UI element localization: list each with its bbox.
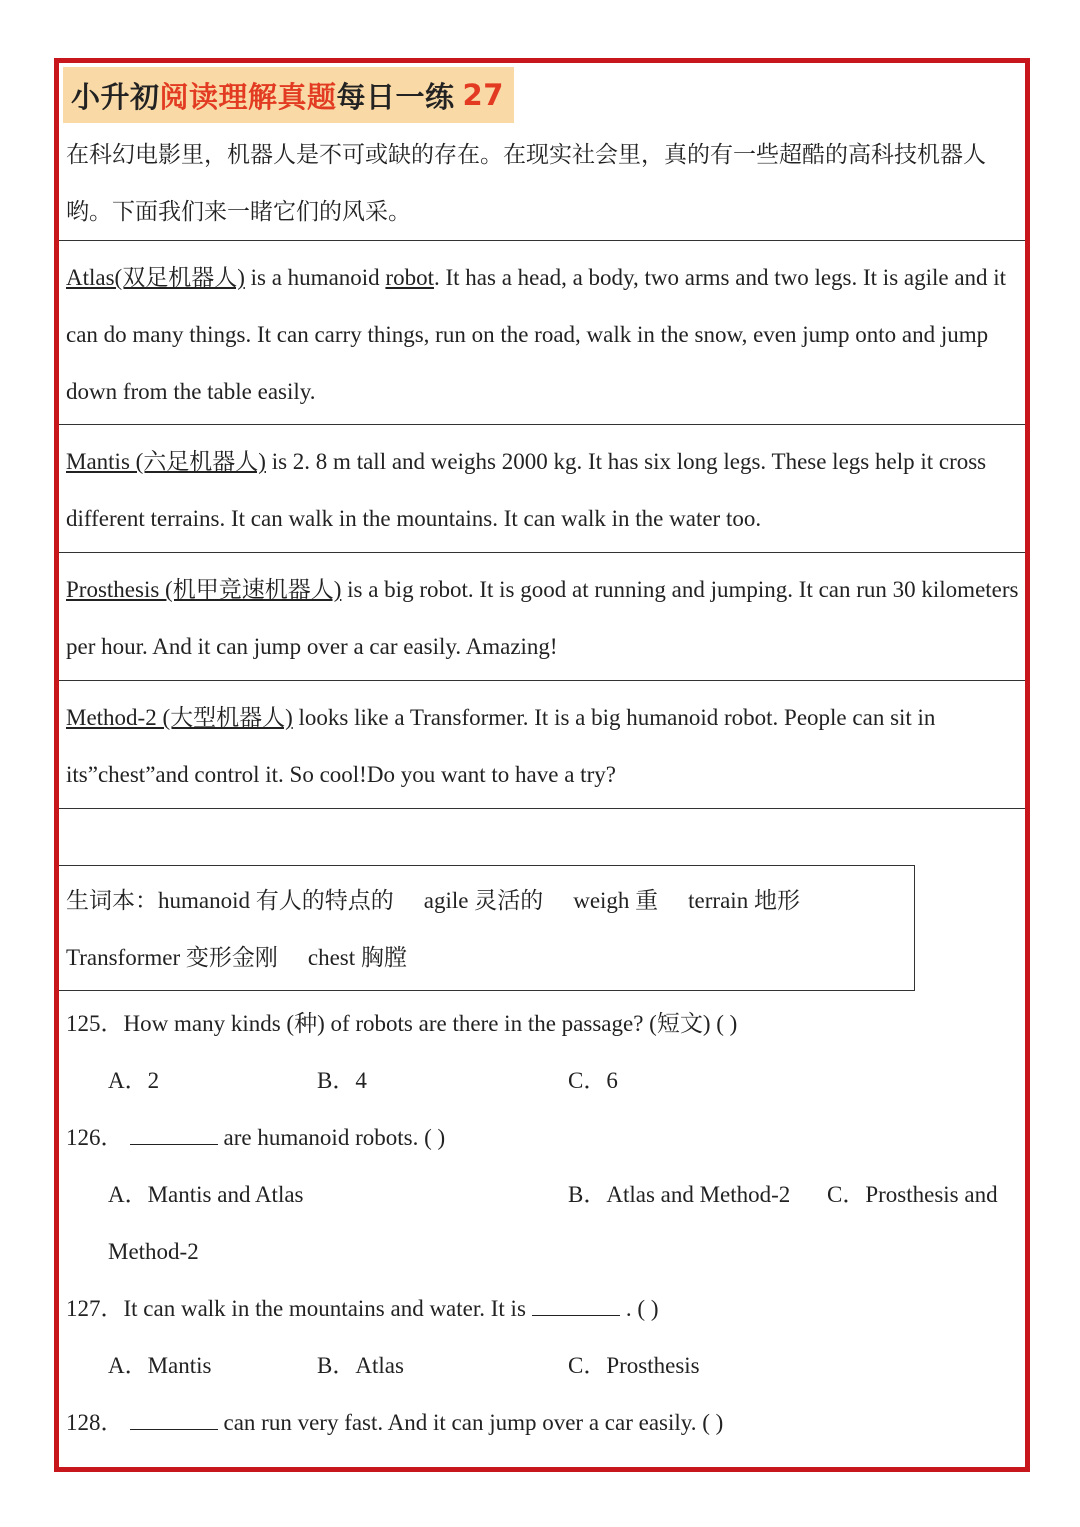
passage-prosthesis: Prosthesis (机甲竞速机器人) is a big robot. It is good at running and jumping. It can run 30 kilometers per hour. And it can jump over a car easily. Amazing! xyxy=(66,577,1019,659)
question-126: 126． are humanoid robots. ( ) xyxy=(66,1125,446,1150)
vocab-label: 生词本： xyxy=(66,888,158,913)
worksheet-frame xyxy=(54,58,1030,1472)
robot-name-prosthesis: Prosthesis (机甲竞速机器人) xyxy=(66,577,342,602)
answer-blank[interactable] xyxy=(130,1409,218,1430)
vocab-item: chest 胸膛 xyxy=(307,945,407,970)
divider xyxy=(59,552,1025,553)
answer-blank[interactable] xyxy=(130,1124,218,1145)
option-c: C．Prosthesis and xyxy=(827,1182,998,1207)
option-a: A．Mantis and Atlas xyxy=(108,1182,304,1207)
option-c: C．Prosthesis xyxy=(568,1353,700,1378)
title-suffix: 每日一练 xyxy=(336,79,455,114)
vocab-item: Transformer 变形金刚 xyxy=(66,945,278,970)
option-a: A．2 xyxy=(108,1068,160,1093)
question-128: 128． can run very fast. And it can jump over a car easily. ( ) xyxy=(66,1410,724,1435)
answer-blank[interactable] xyxy=(532,1295,620,1316)
worksheet-title xyxy=(63,67,514,123)
passage-mantis: Mantis (六足机器人) is 2. 8 m tall and weighs 2000 kg. It has six long legs. These legs help it cross different terrains. It can walk in the mountains. It can walk in the water too. xyxy=(66,449,987,531)
option-a: A．Mantis xyxy=(108,1353,212,1378)
robot-name-atlas: Atlas(双足机器人) xyxy=(66,265,245,290)
title-prefix: 小升初 xyxy=(71,79,160,114)
option-b: B．4 xyxy=(317,1068,367,1093)
divider xyxy=(59,680,1025,681)
option-b: B．Atlas xyxy=(317,1353,404,1378)
vocab-item: agile 灵活的 xyxy=(423,888,544,913)
passage-method2: Method-2 (大型机器人) looks like a Transformer. It is a big humanoid robot. People can sit in its”chest”and control it. So cool!Do you want to have a try? xyxy=(66,705,936,787)
question-127: 127．It can walk in the mountains and water. It is . ( ) xyxy=(66,1296,659,1321)
divider xyxy=(59,424,1025,425)
option-c-continued: Method-2 xyxy=(108,1239,199,1264)
title-highlight: 阅读理解真题 xyxy=(159,79,337,114)
vocabulary-box xyxy=(59,865,915,991)
vocab-item: weigh 重 xyxy=(573,888,659,913)
passage-atlas: Atlas(双足机器人) is a humanoid robot. It has a head, a body, two arms and two legs. It is agile and it can do many things. It can carry things, run on the road, walk in the snow, even jump onto and jump down from the table easily. xyxy=(66,265,1007,404)
vocab-item: terrain 地形 xyxy=(688,888,800,913)
vocab-item: humanoid 有人的特点的 xyxy=(158,888,394,913)
divider xyxy=(59,808,1025,809)
intro-paragraph: 在科幻电影里，机器人是不可或缺的存在。在现实社会里，真的有一些超酷的高科技机器人哟。下面我们来一睹它们的风采。 xyxy=(66,142,986,225)
robot-name-method2: Method-2 (大型机器人) xyxy=(66,705,293,730)
option-b: B．Atlas and Method-2 xyxy=(568,1182,791,1207)
robot-name-mantis: Mantis (六足机器人) xyxy=(66,449,266,474)
option-c: C．6 xyxy=(568,1068,618,1093)
question-125: 125．How many kinds (种) of robots are there in the passage? (短文) ( ) xyxy=(66,1011,738,1036)
divider xyxy=(59,240,1025,241)
title-number: 27 xyxy=(462,78,504,112)
robot-word: robot xyxy=(385,265,434,290)
